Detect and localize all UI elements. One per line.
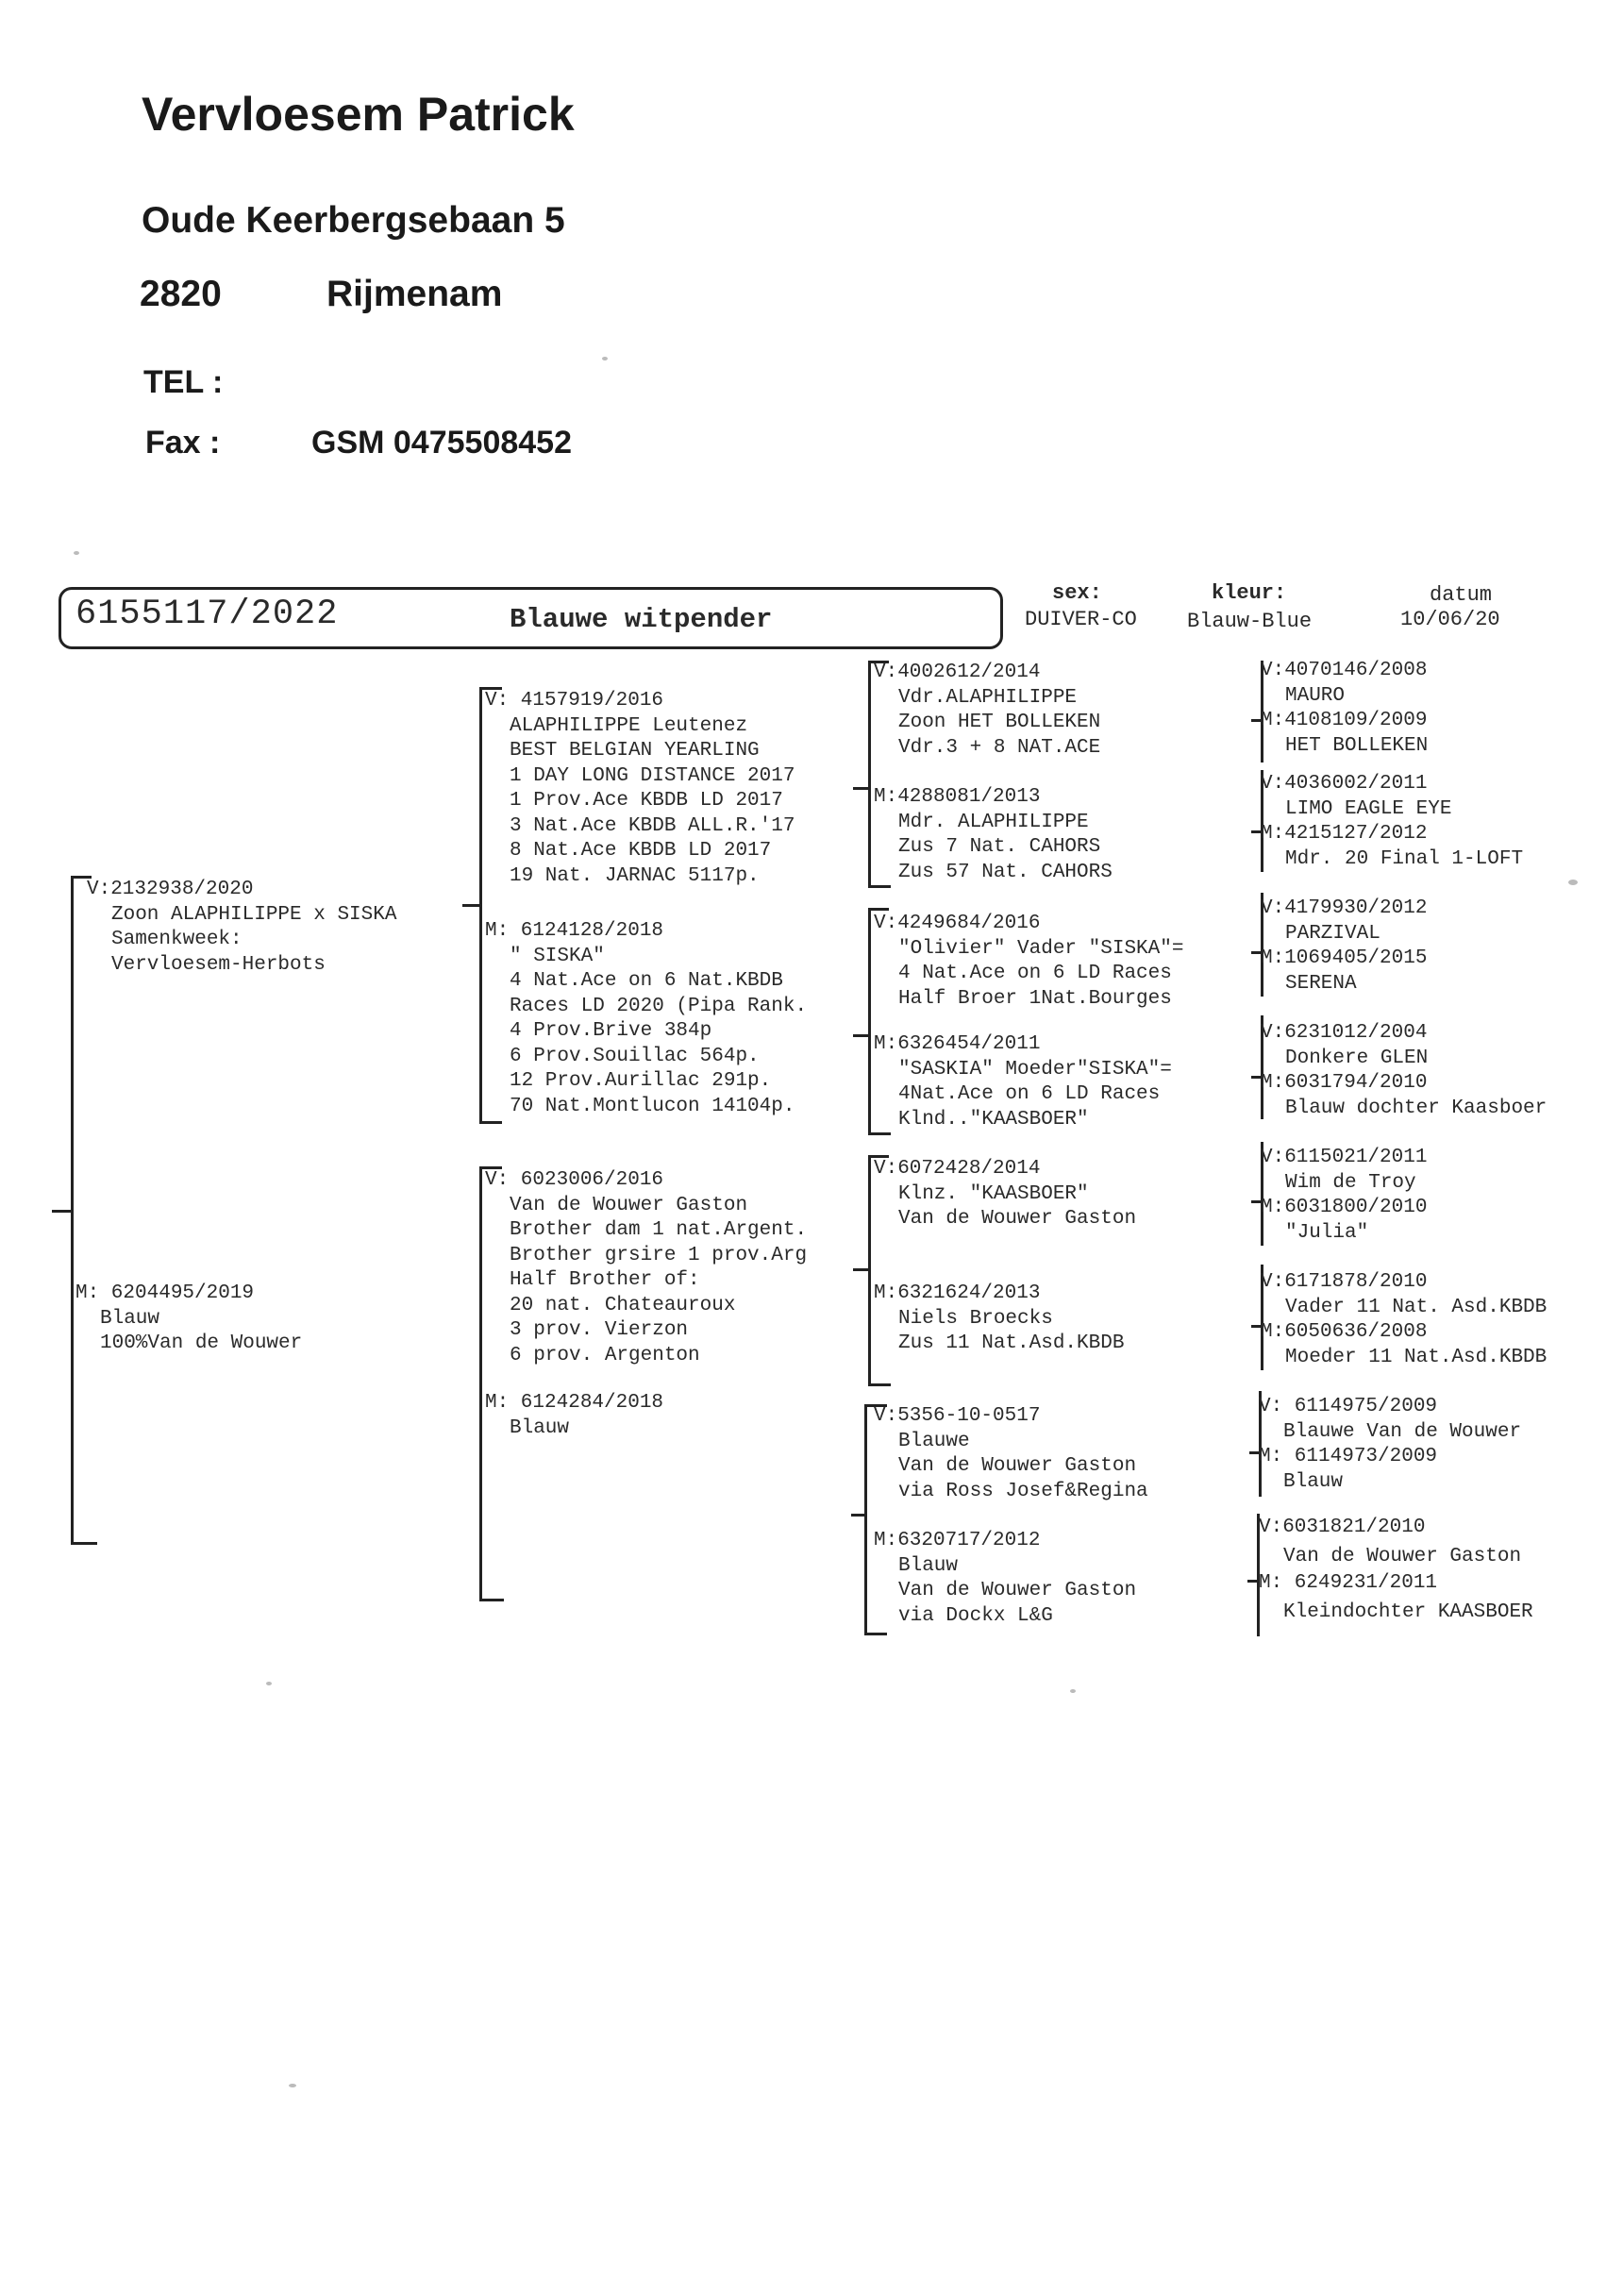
date-label: datum (1430, 583, 1493, 607)
scan-speck (1568, 880, 1578, 885)
gen3-mff (874, 1157, 1136, 1232)
sex-label: sex: (1052, 581, 1102, 605)
pedigree-line: Mdr. ALAPHILIPPE (898, 811, 1089, 833)
owner-city: Rijmenam (326, 274, 503, 314)
pedigree-line: V: 4157919/2016 (485, 690, 664, 712)
pedigree-line: HET BOLLEKEN (1285, 734, 1429, 757)
pedigree-line: 8 Nat.Ace KBDB LD 2017 (510, 840, 772, 862)
gen2-mm (485, 1391, 663, 1441)
gen3-mfm (874, 1282, 1124, 1357)
pedigree-line: M:6321624/2013 (874, 1282, 1041, 1304)
pedigree-line: LIMO EAGLE EYE (1285, 797, 1452, 820)
gen3-fmm (874, 1032, 1172, 1132)
pedigree-line: Half Brother of: (510, 1269, 700, 1291)
pedigree-line: Vervloesem-Herbots (111, 953, 326, 976)
bird-ring: 6155117/2022 (75, 595, 339, 634)
pedigree-line: Van de Wouwer Gaston (898, 1580, 1137, 1601)
pedigree-line: Klnd.."KAASBOER" (898, 1108, 1089, 1131)
pedigree-line: V:6115021/2011 (1261, 1147, 1428, 1168)
pedigree-line: 4 Nat.Ace on 6 LD Races (898, 963, 1172, 984)
gen4-a (1261, 659, 1428, 759)
pedigree-line: Vader 11 Nat. Asd.KBDB (1285, 1296, 1548, 1318)
pedigree-line: 4 Nat.Ace on 6 Nat.KBDB (510, 970, 783, 992)
pedigree-line: M: 6114973/2009 (1259, 1446, 1438, 1467)
pedigree-line: 12 Prov.Aurillac 291p. (510, 1070, 772, 1092)
scan-speck (289, 2084, 296, 2087)
gen2-ff (485, 689, 795, 889)
pedigree-line: M:6031800/2010 (1261, 1197, 1428, 1218)
pedigree-line: 1 DAY LONG DISTANCE 2017 (510, 764, 795, 787)
pedigree-line: Moeder 11 Nat.Asd.KBDB (1285, 1346, 1548, 1368)
pedigree-line: Races LD 2020 (Pipa Rank. (510, 995, 808, 1017)
bird-name: Blauwe witpender (510, 604, 773, 635)
pedigree-line: BEST BELGIAN YEARLING (510, 740, 760, 762)
pedigree-line: M:6320717/2012 (874, 1530, 1041, 1551)
gen4-b (1261, 772, 1523, 872)
pedigree-line: M: 6124284/2018 (485, 1392, 664, 1414)
pedigree-line: Blauwe Van de Wouwer (1283, 1420, 1522, 1443)
pedigree-line: Vdr.3 + 8 NAT.ACE (898, 736, 1101, 759)
gen3-fmf (874, 912, 1183, 1012)
owner-name: Vervloesem Patrick (142, 88, 575, 141)
pedigree-line: Zus 57 Nat. CAHORS (898, 861, 1113, 883)
pedigree-line: Blauw (898, 1554, 959, 1577)
gen3-fff (874, 661, 1100, 761)
pedigree-line: Zus 11 Nat.Asd.KBDB (898, 1332, 1125, 1354)
pedigree-line: 4Nat.Ace on 6 LD Races (898, 1083, 1161, 1105)
pedigree-line: V:5356-10-0517 (874, 1405, 1041, 1427)
pedigree-line: V:4002612/2014 (874, 662, 1041, 683)
pedigree-line: V:4249684/2016 (874, 913, 1041, 934)
gen3-bracket-2 (868, 908, 871, 1134)
gen3-ffm (874, 785, 1113, 885)
pedigree-line: M: 6249231/2011 (1259, 1572, 1438, 1594)
pedigree-line: 6 Prov.Souillac 564p. (510, 1045, 760, 1067)
pedigree-line: SERENA (1285, 972, 1357, 995)
owner-postcode: 2820 (140, 274, 222, 314)
pedigree-line: V:6031821/2010 (1259, 1517, 1426, 1538)
pedigree-line: Zoon ALAPHILIPPE x SISKA (111, 903, 397, 926)
pedigree-line: 4 Prov.Brive 384p (510, 1020, 712, 1042)
fax-label: Fax : (145, 425, 221, 461)
pedigree-line: Wim de Troy (1285, 1171, 1416, 1194)
pedigree-line: Vdr.ALAPHILIPPE (898, 686, 1078, 709)
gen4-e (1261, 1146, 1427, 1246)
pedigree-line: V:4070146/2008 (1261, 660, 1428, 681)
pedigree-line: V:4036002/2011 (1261, 773, 1428, 795)
pedigree-line: Niels Broecks (898, 1307, 1053, 1330)
pedigree-line: V:4179930/2012 (1261, 897, 1428, 919)
pedigree-line: PARZIVAL (1285, 922, 1380, 945)
pedigree-line: Van de Wouwer Gaston (510, 1194, 748, 1216)
gen1-mother (75, 1282, 302, 1357)
pedigree-line: via Dockx L&G (898, 1604, 1053, 1627)
gen2-mf (485, 1168, 807, 1368)
gen3-bracket-1 (868, 661, 871, 887)
pedigree-line: Van de Wouwer Gaston (1283, 1545, 1522, 1567)
pedigree-line: Van de Wouwer Gaston (898, 1455, 1137, 1477)
pedigree-line: MAURO (1285, 684, 1346, 707)
gen4-d (1261, 1021, 1547, 1121)
pedigree-line: Blauw (510, 1416, 570, 1439)
pedigree-line: "Olivier" Vader "SISKA"= (898, 937, 1184, 960)
pedigree-line: Klnz. "KAASBOER" (898, 1182, 1089, 1205)
date-value: 10/06/20 (1400, 608, 1500, 631)
scan-speck (602, 357, 608, 360)
gen3-bracket-4 (864, 1404, 867, 1634)
gen4-h (1259, 1516, 1533, 1625)
gen2-mother-bracket (479, 1166, 482, 1600)
pedigree-line: M: 6124128/2018 (485, 920, 664, 942)
owner-street: Oude Keerbergsebaan 5 (142, 200, 565, 241)
pedigree-line: M:4108109/2009 (1261, 710, 1428, 731)
pedigree-line: V:2132938/2020 (87, 879, 254, 900)
pedigree-line: 20 nat. Chateauroux (510, 1294, 736, 1316)
gen4-c (1261, 897, 1427, 997)
gen2-fm (485, 919, 807, 1119)
pedigree-line: Half Broer 1Nat.Bourges (898, 987, 1172, 1010)
color-value: Blauw-Blue (1187, 610, 1313, 633)
pedigree-line: "SASKIA" Moeder"SISKA"= (898, 1058, 1172, 1081)
pedigree-line: V:6231012/2004 (1261, 1022, 1428, 1044)
scan-speck (1070, 1689, 1076, 1693)
pedigree-line: Zoon HET BOLLEKEN (898, 712, 1101, 733)
gsm-number: GSM 0475508452 (311, 425, 572, 461)
pedigree-line: Donkere GLEN (1285, 1047, 1429, 1069)
pedigree-line: M:4215127/2012 (1261, 823, 1428, 845)
pedigree-line: Blauw (1283, 1470, 1344, 1493)
pedigree-line: "Julia" (1285, 1221, 1369, 1244)
scan-speck (266, 1682, 272, 1685)
pedigree-line: Mdr. 20 Final 1-LOFT (1285, 847, 1524, 870)
pedigree-line: M:6050636/2008 (1261, 1321, 1428, 1343)
pedigree-line: 70 Nat.Montlucon 14104p. (510, 1095, 795, 1117)
pedigree-line: M: 6204495/2019 (75, 1282, 255, 1304)
pedigree-line: Kleindochter KAASBOER (1283, 1600, 1533, 1623)
pedigree-line: Brother grsire 1 prov.Arg (510, 1244, 808, 1266)
pedigree-line: 19 Nat. JARNAC 5117p. (510, 864, 760, 887)
pedigree-line: Blauw (100, 1307, 160, 1330)
pedigree-line: Samenkweek: (111, 929, 243, 950)
pedigree-line: ALAPHILIPPE Leutenez (510, 714, 748, 737)
pedigree-line: M:6031794/2010 (1261, 1072, 1428, 1094)
gen4-g (1259, 1395, 1521, 1495)
pedigree-line: 6 prov. Argenton (510, 1344, 700, 1366)
pedigree-line: M:6326454/2011 (874, 1033, 1041, 1055)
scan-speck (74, 551, 79, 555)
gen3-mmf (874, 1404, 1148, 1504)
pedigree-line: Zus 7 Nat. CAHORS (898, 836, 1101, 858)
pedigree-line: Blauwe (898, 1430, 970, 1452)
sex-value: DUIVER-CO (1025, 608, 1137, 631)
pedigree-line: 3 prov. Vierzon (510, 1319, 689, 1341)
pedigree-line: M:4288081/2013 (874, 786, 1041, 808)
gen4-f (1261, 1270, 1547, 1370)
pedigree-line: V: 6023006/2016 (485, 1169, 664, 1191)
gen3-mmm (874, 1529, 1136, 1629)
pedigree-line: M:1069405/2015 (1261, 947, 1428, 969)
tel-label: TEL : (143, 364, 224, 400)
gen1-father (87, 878, 396, 978)
pedigree-line: " SISKA" (510, 945, 605, 967)
pedigree-line: Brother dam 1 nat.Argent. (510, 1219, 808, 1241)
color-label: kleur: (1212, 581, 1287, 605)
pedigree-line: 1 Prov.Ace KBDB LD 2017 (510, 790, 783, 812)
pedigree-line: Blauw dochter Kaasboer (1285, 1097, 1548, 1119)
pedigree-line: 3 Nat.Ace KBDB ALL.R.'17 (510, 814, 795, 837)
pedigree-line: V: 6114975/2009 (1259, 1396, 1438, 1417)
pedigree-line: Van de Wouwer Gaston (898, 1208, 1137, 1230)
pedigree-line: V:6171878/2010 (1261, 1271, 1428, 1293)
pedigree-line: via Ross Josef&Regina (898, 1480, 1148, 1502)
pedigree-line: 100%Van de Wouwer (100, 1332, 303, 1354)
pedigree-line: V:6072428/2014 (874, 1158, 1041, 1180)
